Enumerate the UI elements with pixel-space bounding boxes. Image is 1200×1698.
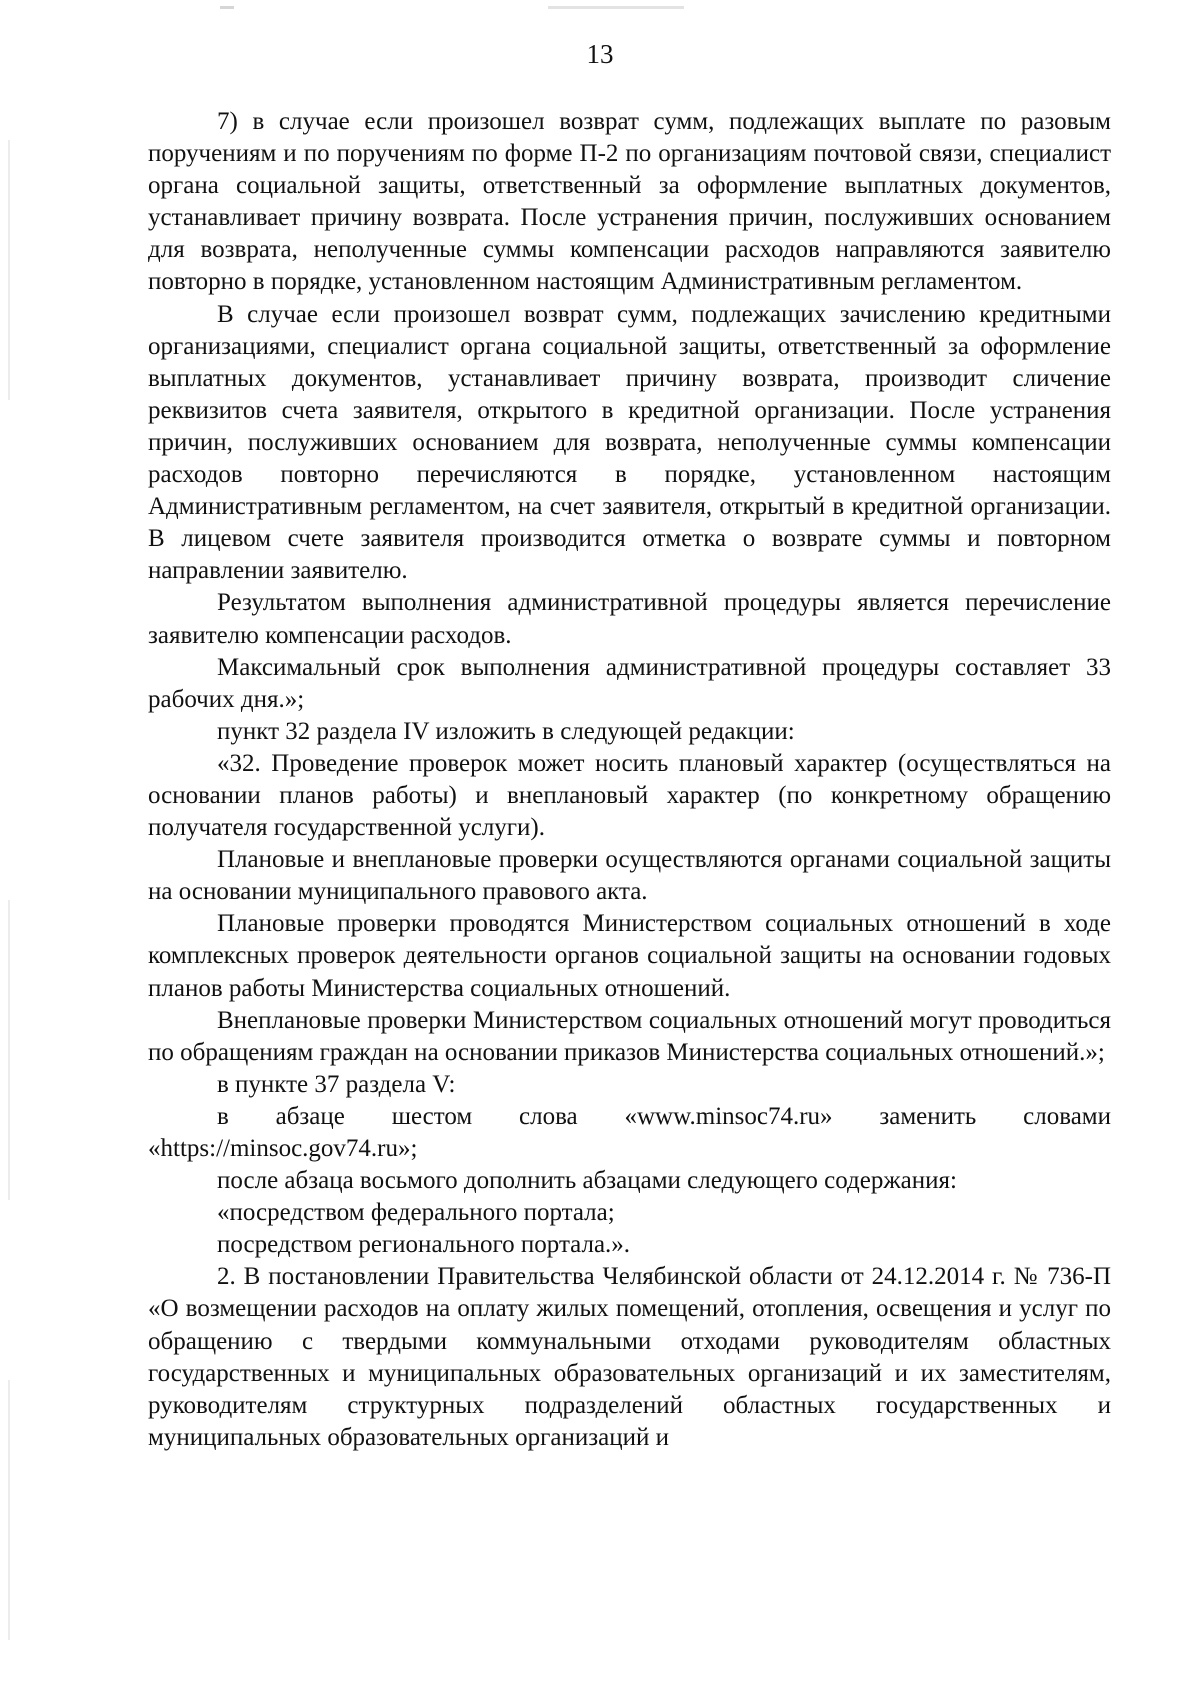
paragraph-max-term: Максимальный срок выполнения административной процедуры составляет 33 рабочих дня.»;	[148, 653, 1111, 713]
paragraph-unplanned-inspections: Внеплановые проверки Министерством социальных отношений могут проводиться по обращениям граждан на основании приказов Министерства социальных отношений.»;	[148, 1006, 1111, 1066]
paragraph-resolution-736: 2. В постановлении Правительства Челябинской области от 24.12.2014 г. № 736-П «О возмещении расходов на оплату жилых помещений, отопления, освещения и услуг по обращению с твердыми коммунальными отходами руководителям областных государственных и муниципальных образовательных организаций и их заместителям, руководителям структурных подразделений областных государственных и муниципальных образовательных организаций и	[148, 1263, 1111, 1451]
paragraph-website-replacement: в абзаце шестом слова «www.minsoc74.ru» заменить словами «https://minsoc.gov74.ru»;	[148, 1102, 1111, 1162]
paragraph-planned-inspections: Плановые и внеплановые проверки осуществляются органами социальной защиты на основании муниципального правового акта.	[148, 846, 1111, 906]
scan-artifact	[548, 6, 684, 9]
document-body	[148, 106, 1111, 1454]
scan-edge-shadow	[8, 900, 10, 1200]
paragraph-return-postal: 7) в случае если произошел возврат сумм, подлежащих выплате по разовым поручениям и по поручениям по форме П-2 по организациям почтовой связи, специалист органа социальной защиты, ответственный за оформление выплатных документов, устанавливает причину возврата. После устранения причин, послуживших основанием для возврата, неполученные суммы компенсации расходов направляются заявителю повторно в порядке, установленном настоящим Административным регламентом.	[148, 108, 1111, 296]
paragraph-return-credit: В случае если произошел возврат сумм, подлежащих зачислению кредитными организациями, специалист органа социальной защиты, ответственный за оформление выплатных документов, устанавливает причину возврата, производит сличение реквизитов счета заявителя, открытого в кредитной организации. После устранения причин, послуживших основанием для возврата, неполученные суммы компенсации расходов повторно перечисляются в порядке, установленном настоящим Административным регламентом, на счет заявителя, открытый в кредитной организации. В лицевом счете заявителя производится отметка о возврате суммы и повторном направлении заявителю.	[148, 300, 1111, 585]
scan-artifact	[220, 6, 234, 9]
paragraph-item-32-text: «32. Проведение проверок может носить плановый характер (осуществляться на основании планов работы) и внеплановый характер (по конкретному обращению получателя государственной услуги).	[148, 749, 1111, 842]
scan-edge-shadow	[8, 1380, 10, 1640]
paragraph-federal-portal: «посредством федерального портала;	[217, 1199, 615, 1227]
paragraph-item-37-intro: в пункте 37 раздела V:	[217, 1070, 456, 1098]
paragraph-ministry-inspections: Плановые проверки проводятся Министерством социальных отношений в ходе комплексных проверок деятельности органов социальной защиты на основании годовых планов работы Министерства социальных отношений.	[148, 910, 1111, 1002]
paragraph-add-paragraphs: после абзаца восьмого дополнить абзацами следующего содержания:	[217, 1167, 957, 1195]
scan-edge-shadow	[8, 140, 10, 400]
paragraph-procedure-result: Результатом выполнения административной процедуры является перечисление заявителю компенсации расходов.	[148, 589, 1111, 649]
paragraph-regional-portal: посредством регионального портала.».	[217, 1231, 631, 1259]
page-number: 13	[586, 39, 614, 69]
paragraph-item-32-intro: пункт 32 раздела IV изложить в следующей редакции:	[217, 717, 795, 745]
